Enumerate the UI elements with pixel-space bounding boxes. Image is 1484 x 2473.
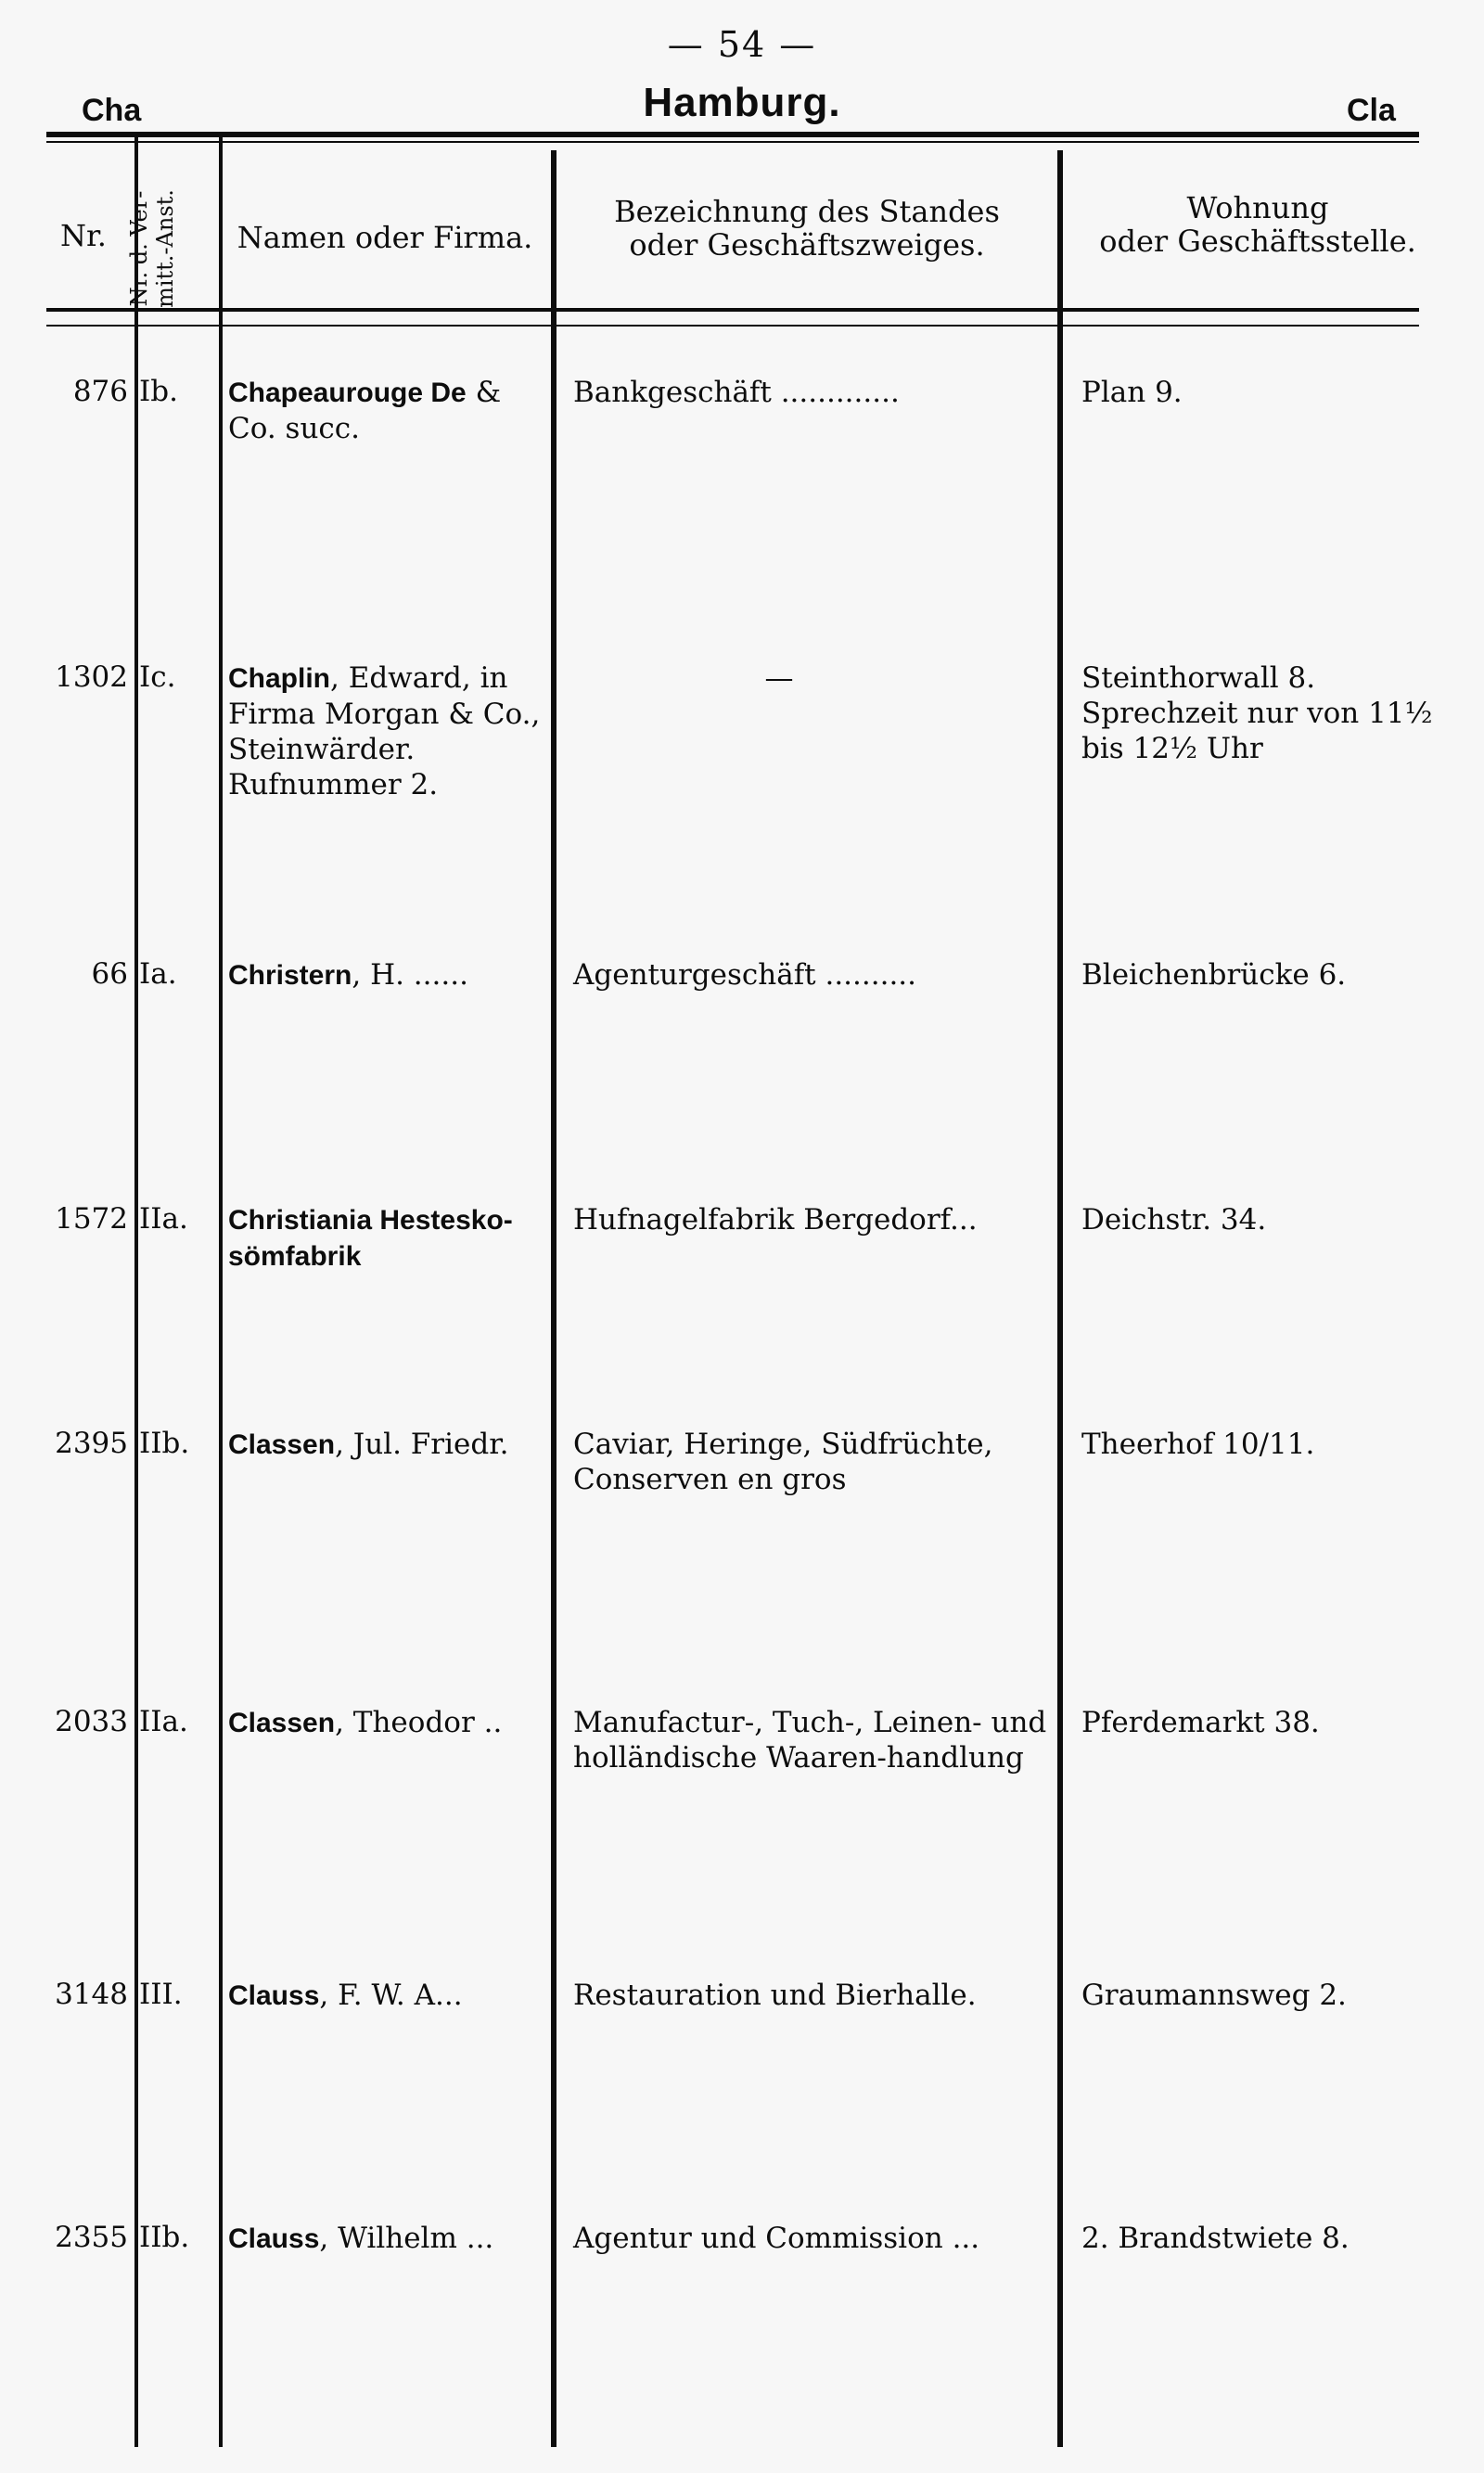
entry-trade: Caviar, Heringe, Südfrüchte, Conserven en gros <box>573 1428 993 1496</box>
entry-name-bold: Classen <box>228 1708 336 1738</box>
entry-name <box>228 375 553 446</box>
entry-name-rest: , Wilhelm ... <box>319 2222 494 2255</box>
column-header-address-line1: Wohnung <box>1186 190 1329 225</box>
entry-name-bold: Clauss <box>228 1980 320 2011</box>
header-rule-top <box>46 132 1419 137</box>
entry-address: Pferdemarkt 38. <box>1081 1706 1320 1739</box>
column-header-nr: Nr. <box>60 218 107 253</box>
entry-number: 2395 <box>55 1427 128 1460</box>
entry-class: Ic. <box>139 660 176 694</box>
entry-name <box>228 1705 553 1741</box>
entry-number: 1302 <box>55 660 128 694</box>
column-header-agency-line2: mitt.-Anst. <box>152 189 178 308</box>
column-header-address-line2: oder Geschäftsstelle. <box>1099 224 1416 259</box>
entry-address: Theerhof 10/11. <box>1081 1428 1315 1461</box>
entry-name-bold: Christern <box>228 960 352 991</box>
entry-name-rest: , F. W. A... <box>319 1979 463 2012</box>
entry-class: IIb. <box>139 2221 190 2254</box>
entry-number: 3148 <box>55 1978 128 2011</box>
entry-name <box>228 957 553 993</box>
entry-class: Ib. <box>139 375 178 408</box>
entry-trade: Agentur und Commission ... <box>573 2222 980 2255</box>
entry-name-bold: Classen <box>228 1429 336 1460</box>
entry-trade: Hufnagelfabrik Bergedorf... <box>573 1203 978 1236</box>
entry-name-rest: , Edward, in Firma Morgan & Co., Steinwärder. Rufnummer 2. <box>228 661 541 801</box>
entry-address: Plan 9. <box>1081 376 1183 409</box>
entry-class: Ia. <box>139 957 177 991</box>
column-header-address <box>1063 191 1452 258</box>
entry-name-rest: , Jul. Friedr. <box>335 1428 509 1461</box>
entry-address: Steinthorwall 8. Sprechzeit nur von 11½ bis 12½ Uhr <box>1081 661 1433 765</box>
column-divider-agency <box>219 137 223 2447</box>
entry-class: IIa. <box>139 1202 188 1236</box>
entry-name <box>228 660 553 802</box>
column-header-trade <box>556 195 1057 262</box>
entry-trade: — <box>764 661 794 695</box>
entry-address: Bleichenbrücke 6. <box>1081 958 1347 992</box>
entry-name <box>228 1978 553 2014</box>
column-divider-name <box>551 150 556 2447</box>
entry-address: Graumannsweg 2. <box>1081 1979 1347 2012</box>
entry-class: III. <box>139 1978 183 2011</box>
entry-name <box>228 1202 553 1275</box>
column-header-trade-line1: Bezeichnung des Standes <box>614 194 1000 229</box>
column-header-agency <box>126 156 210 341</box>
entry-name-bold: Chapeaurouge De <box>228 378 467 408</box>
entry-class: IIa. <box>139 1705 188 1738</box>
entry-name-rest: , H. ...... <box>352 958 468 992</box>
entry-name-bold: Chaplin <box>228 663 330 694</box>
column-divider-trade <box>1057 150 1063 2447</box>
entry-address: Deichstr. 34. <box>1081 1203 1267 1236</box>
header-rule-bottom <box>46 308 1419 312</box>
entry-name-rest: & Co. succ. <box>228 376 502 445</box>
column-divider-nr <box>134 137 138 2447</box>
column-header-name: Namen oder Firma. <box>237 220 533 255</box>
entry-name-bold: Clauss <box>228 2223 320 2254</box>
entry-name-bold: Christiania Hestesko-sömfabrik <box>228 1205 513 1272</box>
entry-trade: Restauration und Bierhalle. <box>573 1979 977 2012</box>
entry-name <box>228 1427 553 1463</box>
column-header-trade-line2: oder Geschäftszweiges. <box>629 227 985 263</box>
entry-trade: Agenturgeschäft .......... <box>573 958 917 992</box>
index-corner-right: Cla <box>1347 93 1396 128</box>
index-corner-left: Cha <box>82 93 142 128</box>
page-number: — 54 — <box>667 24 817 65</box>
header-rule-thin <box>46 141 1419 143</box>
entry-number: 2355 <box>55 2221 128 2254</box>
entry-trade: Manufactur-, Tuch-, Leinen- und holländische Waaren-handlung <box>573 1706 1047 1775</box>
column-header-agency-line1: Nr. d. Ver- <box>126 190 152 307</box>
entry-address: 2. Brandstwiete 8. <box>1081 2222 1350 2255</box>
entry-number: 876 <box>72 375 128 408</box>
entry-number: 66 <box>91 957 128 991</box>
entry-class: IIb. <box>139 1427 190 1460</box>
entry-number: 2033 <box>55 1705 128 1738</box>
entry-name <box>228 2221 553 2257</box>
entry-trade: Bankgeschäft ............. <box>573 376 900 409</box>
header-rule-bottom-thin <box>46 325 1419 327</box>
city-title: Hamburg. <box>643 80 841 125</box>
entry-number: 1572 <box>55 1202 128 1236</box>
entry-name-rest: , Theodor .. <box>335 1706 503 1739</box>
